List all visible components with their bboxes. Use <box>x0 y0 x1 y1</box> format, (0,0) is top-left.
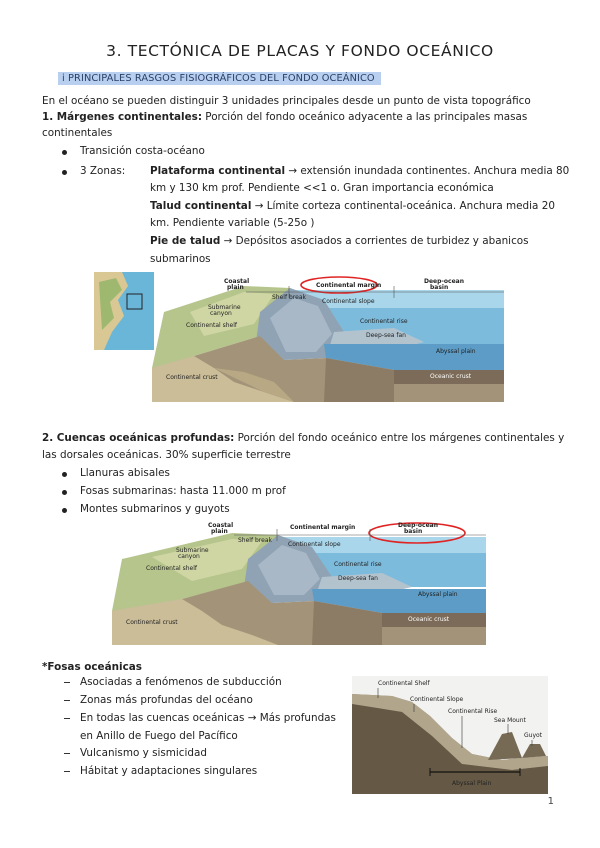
continental-rise-label: Continental rise <box>334 561 382 568</box>
dash-marker <box>64 753 70 754</box>
bullet-dot <box>62 472 67 477</box>
continental-margin-figure <box>94 272 504 402</box>
deep-sea-fan-label: Deep-sea fan <box>366 332 406 339</box>
submarine-canyon-label-2: canyon <box>178 553 200 560</box>
abyssal-plain-label: Abyssal plain <box>436 348 476 355</box>
continental-crust-label: Continental crust <box>126 619 178 626</box>
margins-bullet-2: 3 Zonas: <box>80 165 126 177</box>
bullet-dot <box>62 150 67 155</box>
abyssal-plain-label: Abyssal Plain <box>452 780 492 787</box>
deep-ocean-label-2: basin <box>430 284 449 291</box>
shelf-break-label: Shelf break <box>272 294 306 301</box>
trenches-item-5: Hábitat y adaptaciones singulares <box>80 765 258 777</box>
rise-line-2: submarinos <box>150 253 211 265</box>
continental-margin-label: Continental margin <box>290 524 356 531</box>
oceanic-crust-label: Oceanic crust <box>430 373 472 380</box>
deep-ocean-basin-illustration <box>112 519 486 645</box>
ocean-floor-profile-illustration <box>352 676 548 794</box>
coastal-plain-label-2: plain <box>227 284 244 291</box>
slope-definition <box>150 199 555 213</box>
oceanic-crust-label: Oceanic crust <box>408 616 450 623</box>
deep-ocean-basin-figure <box>112 519 486 645</box>
coastal-plain-label: Coastal <box>208 522 234 529</box>
continental-margin-illustration <box>94 272 504 402</box>
rise-definition <box>150 234 529 248</box>
page-number: 1 <box>547 796 554 807</box>
sea-mount-label: Sea Mount <box>494 717 526 724</box>
margins-paragraph <box>42 110 527 124</box>
continental-slope-label: Continental slope <box>288 541 341 548</box>
ocean-floor-profile-figure <box>352 676 548 794</box>
shelf-break-label: Shelf break <box>238 537 272 544</box>
submarine-canyon-label: Submarine <box>176 547 209 554</box>
rise-line-1: → Depósitos asociados a corrientes de turbidez y abanicos <box>220 235 529 247</box>
coastal-plain-label-2: plain <box>211 528 228 535</box>
margins-desc-2: continentales <box>42 127 113 139</box>
basins-item-3: Montes submarinos y guyots <box>80 503 230 515</box>
continental-shelf-label: Continental shelf <box>146 565 197 572</box>
shelf-line-1: → extensión inundada continentes. Anchura media 80 <box>285 165 570 177</box>
margins-heading: 1. Márgenes continentales: <box>42 111 202 123</box>
guyot-label: Guyot <box>524 732 543 739</box>
dash-marker <box>64 700 70 701</box>
basins-paragraph <box>42 431 564 445</box>
page-title: 3. TECTÓNICA DE PLACAS Y FONDO OCEÁNICO <box>106 42 494 60</box>
trenches-heading-text: *Fosas oceánicas <box>42 661 142 673</box>
deep-ocean-label: Deep-ocean <box>424 278 464 285</box>
deep-ocean-label-2: basin <box>404 528 423 535</box>
trenches-item-3-cont: en Anillo de Fuego del Pacífico <box>80 730 238 742</box>
slope-line-2: km. Pendiente variable (5-25o ) <box>150 217 315 229</box>
continental-margin-label: Continental margin <box>316 282 382 289</box>
basins-desc-1: Porción del fondo oceánico entre los márgenes continentales y <box>234 432 565 444</box>
margins-desc-1: Porción del fondo oceánico adyacente a las principales masas <box>202 111 528 123</box>
basins-desc-2: las dorsales oceánicas. 30% superficie terrestre <box>42 449 291 461</box>
submarine-canyon-label-2: canyon <box>210 310 232 317</box>
slope-term: Talud continental <box>150 200 252 212</box>
coastal-plain-label: Coastal <box>224 278 250 285</box>
deep-sea-fan-label: Deep-sea fan <box>338 575 378 582</box>
basins-item-1: Llanuras abisales <box>80 467 170 479</box>
trenches-item-2: Zonas más profundas del océano <box>80 694 253 706</box>
deep-ocean-label: Deep-ocean <box>398 522 438 529</box>
continental-rise-label: Continental Rise <box>448 708 498 715</box>
shelf-line-2: km y 130 km prof. Pendiente <<1 o. Gran importancia económica <box>150 182 494 194</box>
dash-marker <box>64 771 70 772</box>
shelf-definition <box>150 164 569 178</box>
bullet-dot <box>62 490 67 495</box>
shelf-term: Plataforma continental <box>150 165 286 177</box>
rise-term: Pie de talud <box>150 235 221 247</box>
section-heading-highlighted: i PRINCIPALES RASGOS FISIOGRÁFICOS DEL FONDO OCEÁNICO <box>58 72 381 85</box>
trenches-item-3: En todas las cuencas oceánicas → Más profundas <box>80 712 336 724</box>
abyssal-plain-label: Abyssal plain <box>418 591 458 598</box>
bullet-dot <box>62 170 67 175</box>
continental-slope-label: Continental slope <box>322 298 375 305</box>
continental-shelf-label: Continental shelf <box>186 322 237 329</box>
margins-bullet-1: Transición costa-océano <box>80 145 205 157</box>
slope-line-1: → Límite corteza continental-oceánica. Anchura media 20 <box>251 200 555 212</box>
basins-item-2: Fosas submarinas: hasta 11.000 m prof <box>80 485 286 497</box>
intro-text: En el océano se pueden distinguir 3 unidades principales desde un punto de vista topográfico <box>42 95 531 107</box>
dash-marker <box>64 718 70 719</box>
continental-slope-label: Continental Slope <box>410 696 464 703</box>
trenches-heading <box>42 660 142 674</box>
bullet-dot <box>62 508 67 513</box>
continental-shelf-label: Continental Shelf <box>378 680 430 687</box>
basins-heading: 2. Cuencas oceánicas profundas: <box>42 432 235 444</box>
dash-marker <box>64 682 70 683</box>
continental-crust-label: Continental crust <box>166 374 218 381</box>
submarine-canyon-label: Submarine <box>208 304 241 311</box>
continental-rise-label: Continental rise <box>360 318 408 325</box>
trenches-item-1: Asociadas a fenómenos de subducción <box>80 676 282 688</box>
trenches-item-4: Vulcanismo y sismicidad <box>80 747 207 759</box>
